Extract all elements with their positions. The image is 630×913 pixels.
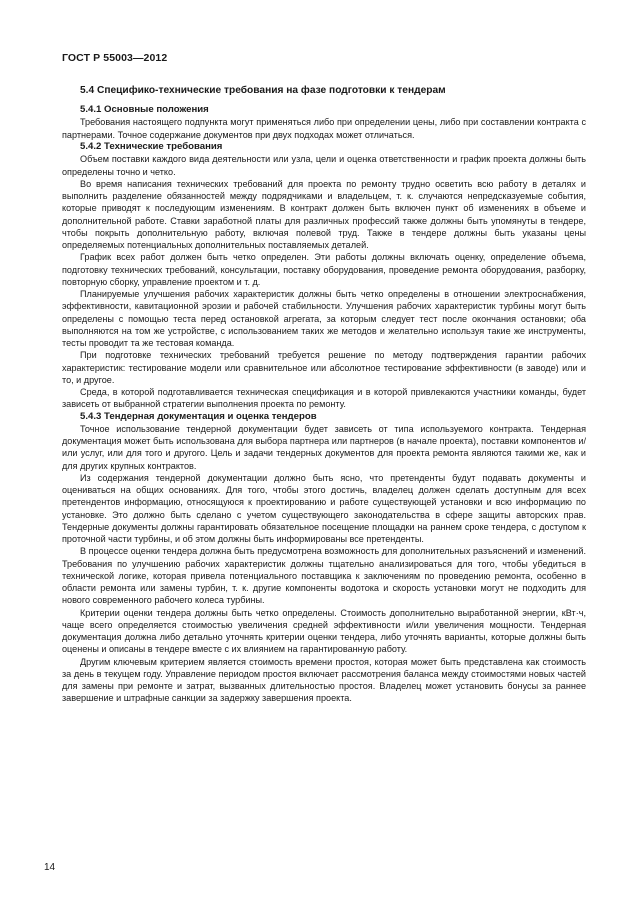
subsection-title: 5.4.2 Технические требования xyxy=(80,140,223,152)
paragraph: Планируемые улучшения рабочих характеристик должны быть четко определены в отношении электроснабжения, эффективности, кавитационной эрозии и рабочей стабильности. Улучшения рабочих характеристик турбины могут быть определены с помощью теста перед остановкой агрегата, за которым следует тест после окончания остановки; оба выполняются на том же устройстве, с использованием таких же методов и желательно используя такие же инструменты, тесты проводит та же тестовая команда. xyxy=(62,289,586,349)
subsection-5-4-3 xyxy=(62,411,586,705)
subsection-title: 5.4.3 Тендерная документация и оценка тендеров xyxy=(80,410,317,422)
paragraph: Точное использование тендерной документации будет зависеть от типа используемого контракта. Тендерная документация может быть использована для выбора партнера или партнеров (в начале проекта), поставки компонентов и/или услуг, или для того и другого. Цель и задачи тендерных документов для проекта ремонта являются такими же, как и для других крупных контрактов. xyxy=(62,423,586,471)
paragraph: Объем поставки каждого вида деятельности или узла, цели и оценка ответственности и график проекта должны быть определены точно и четко. xyxy=(62,154,586,177)
document-header: ГОСТ Р 55003—2012 xyxy=(62,52,168,64)
page-number: 14 xyxy=(44,862,56,873)
subsection-5-4-2 xyxy=(62,141,586,411)
subsection-title: 5.4.1 Основные положения xyxy=(80,104,209,115)
subsection-5-4-1 xyxy=(62,104,586,141)
paragraph: Требования настоящего подпункта могут применяться либо при определении цены, либо при составлении контракта с партнерами. Точное содержание документов при двух подходах может отличаться. xyxy=(62,117,586,140)
paragraph: В процессе оценки тендера должна быть предусмотрена возможность для дополнительных разъяснений и изменений. Требования по улучшению рабочих характеристик должны тщательно анализироваться для того, чтобы убедиться в технической логике, которая привела потенциального поставщика к заключениям по проведению ремонта, особенно в области ремонта или замены турбин, т. к. другие компоненты водотока и скорость установки могут не подходить для нового современного рабочего колеса турбины. xyxy=(62,546,586,606)
paragraph: Из содержания тендерной документации должно быть ясно, что претенденты будут подавать документы и оцениваться на общих основаниях. Для того, чтобы этого достичь, владелец должен сделать доступным для всех претендентов информацию, относящуюся к проектированию и работе существующей установки и всю информацию по установке. Это должно быть сделано с учетом существующего законодательства в сфере защиты авторских прав. Тендерные документы должны гарантировать обязательное посещение площадки на раннем сроке тендера, с доступом к проточной части турбины, и об этом должны быть информированы все претенденты. xyxy=(62,472,586,545)
paragraph: Другим ключевым критерием является стоимость времени простоя, которая может быть представлена как стоимость за день в текущем году. Управление периодом простоя включает рассмотрения баланса между стоимостями новых частей для замены при ремонте и затрат, вызванных длительностью простоя. Владелец может установить бонусы за раннее завершение и штрафные санкции за задержку завершения проекта. xyxy=(62,656,586,704)
paragraph: График всех работ должен быть четко определен. Эти работы должны включать оценку, определение объема, подготовку технических требований, консультации, поставку оборудования, проведение ремонта оборудования, разборку, повторную сборку, управление проектом и т. д. xyxy=(62,252,586,287)
section-title: 5.4 Специфико-технические требования на фазе подготовки к тендерам xyxy=(80,85,446,96)
paragraph: Критерии оценки тендера должны быть четко определены. Стоимость дополнительно выработанной энергии, кВт·ч, чаще всего определяется стоимостью увеличения средней эффективности и/или увеличения мощности. Тендерная документация должна либо детально уточнять критерии оценки тендера, либо уточнять варианты, которые должны быть оценены и описаны в тендере вместе с их влиянием на гарантированную работу. xyxy=(62,607,586,655)
paragraph: При подготовке технических требований требуется решение по методу подтверждения гарантии рабочих характеристик: тестирование модели или сравнительное или абсолютное тестирование эффективности (в заводе) или и то, и другое. xyxy=(62,350,586,385)
paragraph: Во время написания технических требований для проекта по ремонту трудно осветить всю работу в деталях и выполнить разделение обязанностей между подрядчиками и владельцем, т. к. случаются непредсказуемые события, которые приводят к последующим изменениям. В контракт должен быть включен пункт об изменениях в объеме и дополнительной работе. Ставки заработной платы для различных профессий также должны быть упомянуты в тендере, чтобы покрыть дополнительную работу, включая полевой труд. Также в тендере должны быть указаны цены определяемых потенциальных дополнительных поставляемых деталей. xyxy=(62,178,586,251)
paragraph: Среда, в которой подготавливается техническая спецификация и в которой привлекаются участники команды, будет зависеть от выбранной стратегии выполнения проекта по ремонту. xyxy=(62,387,586,410)
